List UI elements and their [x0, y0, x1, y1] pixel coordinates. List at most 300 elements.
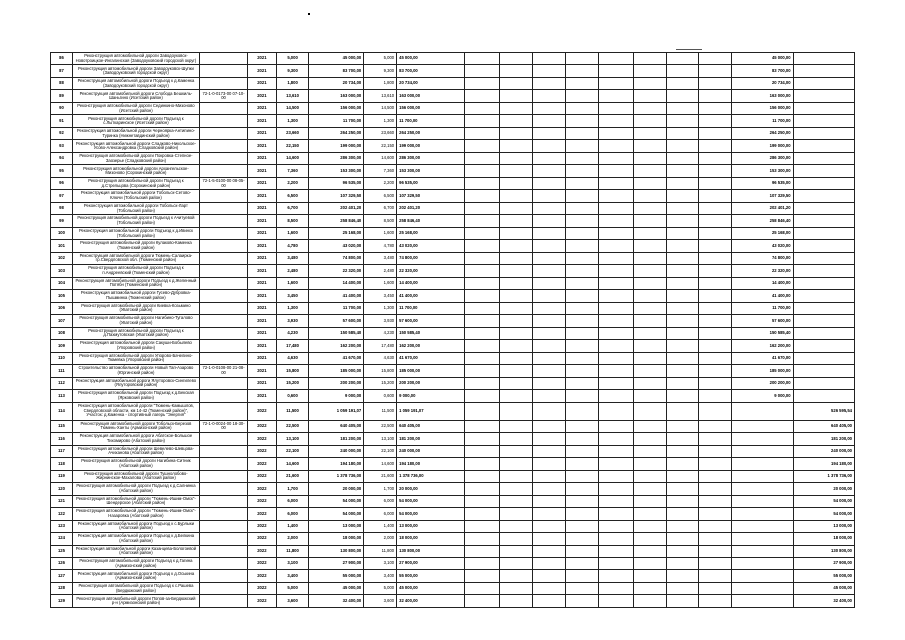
empty-cell — [565, 290, 598, 302]
empty-cell — [532, 433, 565, 445]
financing-2021-cell — [732, 470, 793, 482]
financing-2022-cell — [793, 190, 854, 202]
object-name: Реконструкция автомобильной дороги Подъезд к п.Андреевский (Тюменский район) — [72, 265, 199, 277]
empty-cell — [666, 495, 699, 507]
empty-cell — [598, 327, 633, 339]
year-cell: 2022 — [248, 570, 276, 582]
empty-cell — [565, 545, 598, 557]
empty-cell — [532, 277, 565, 289]
empty-cell — [500, 252, 533, 264]
empty-cell — [532, 327, 565, 339]
object-name: Реконструкция автомобильной дороги Тобольск-Сетово-Ключи (Тобольский район) — [72, 190, 199, 202]
year-cell: 2022 — [248, 483, 276, 495]
empty-cell — [565, 420, 598, 432]
cost-cell-2: 286 300,00 — [397, 152, 465, 164]
row-number: 106 — [51, 302, 73, 314]
road-code — [199, 152, 247, 164]
empty-cell — [699, 265, 732, 277]
cost-cell-2: 200 200,00 — [397, 377, 465, 389]
empty-cell — [598, 227, 633, 239]
road-code — [199, 545, 247, 557]
empty-cell — [500, 533, 533, 545]
empty-cell — [666, 53, 699, 65]
empty-cell — [598, 458, 633, 470]
empty-cell — [633, 140, 666, 152]
year-cell: 2022 — [248, 470, 276, 482]
length-cell-2: 3,480 — [364, 252, 397, 264]
row-number: 93 — [51, 140, 73, 152]
empty-cell — [500, 390, 533, 402]
year-cell: 2021 — [248, 53, 276, 65]
empty-cell — [465, 177, 500, 189]
cost-cell-2: 41 400,00 — [397, 290, 465, 302]
empty-cell — [633, 533, 666, 545]
object-name: Реконструкция автомобильной дороги Нагибино-Тугалово (Уватский район) — [72, 315, 199, 327]
financing-2021-cell: 45 000,00 — [732, 53, 793, 65]
empty-cell — [633, 190, 666, 202]
empty-cell — [666, 77, 699, 89]
financing-2022-cell: 181 200,00 — [793, 433, 854, 445]
empty-cell — [666, 445, 699, 457]
cost-cell: 32 400,00 — [309, 595, 364, 608]
road-code — [199, 327, 247, 339]
cost-cell-2: 22 320,00 — [397, 265, 465, 277]
empty-cell — [598, 315, 633, 327]
road-code — [199, 570, 247, 582]
year-cell: 2021 — [248, 202, 276, 214]
row-number: 98 — [51, 202, 73, 214]
cost-cell: 107 329,50 — [309, 190, 364, 202]
empty-cell — [598, 152, 633, 164]
empty-cell — [565, 165, 598, 177]
empty-cell — [699, 315, 732, 327]
length-cell-2: 15,800 — [364, 365, 397, 377]
empty-cell — [465, 533, 500, 545]
cost-cell-2: 202 401,20 — [397, 202, 465, 214]
row-number: 114 — [51, 402, 73, 420]
empty-cell — [500, 520, 533, 532]
empty-cell — [565, 90, 598, 102]
cost-cell: 9 000,00 — [309, 390, 364, 402]
empty-cell — [500, 508, 533, 520]
empty-cell — [565, 227, 598, 239]
financing-2021-cell: 14 400,00 — [732, 277, 793, 289]
financing-2022-cell — [793, 365, 854, 377]
empty-cell — [699, 458, 732, 470]
empty-cell — [666, 558, 699, 570]
cost-cell-2: 41 670,00 — [397, 352, 465, 364]
empty-cell — [500, 433, 533, 445]
cost-cell: 185 000,00 — [309, 365, 364, 377]
empty-cell — [565, 470, 598, 482]
table-row — [51, 152, 855, 164]
row-number: 107 — [51, 315, 73, 327]
empty-cell — [699, 582, 732, 594]
year-cell: 2022 — [248, 520, 276, 532]
length-cell: 3,400 — [276, 570, 309, 582]
road-code — [199, 115, 247, 127]
empty-cell — [666, 140, 699, 152]
empty-cell — [598, 77, 633, 89]
empty-cell — [699, 340, 732, 352]
financing-2022-cell — [793, 227, 854, 239]
empty-cell — [532, 215, 565, 227]
row-number: 97 — [51, 190, 73, 202]
object-name: Реконструкция автомобильной дороги Сладково-Никольское-Усово-Александровка (Сладковский район) — [72, 140, 199, 152]
empty-cell — [565, 327, 598, 339]
empty-cell — [532, 177, 565, 189]
empty-cell — [598, 65, 633, 77]
cost-cell: 27 900,00 — [309, 558, 364, 570]
empty-cell — [666, 402, 699, 420]
table-row — [51, 90, 855, 102]
row-number: 103 — [51, 265, 73, 277]
table-row — [51, 277, 855, 289]
table-row — [51, 402, 855, 420]
empty-cell — [565, 265, 598, 277]
financing-2022-cell — [793, 352, 854, 364]
empty-cell — [565, 533, 598, 545]
table-row — [51, 340, 855, 352]
financing-2021-cell: 156 000,00 — [732, 102, 793, 114]
object-name: Реконструкция автомобильной дороги Тобольск-Березов Тюмень-Ханты (Армизонский район) — [72, 420, 199, 432]
year-cell: 2021 — [248, 140, 276, 152]
empty-cell — [565, 570, 598, 582]
empty-cell — [565, 595, 598, 608]
table-row — [51, 202, 855, 214]
length-cell-2: 5,000 — [364, 582, 397, 594]
empty-cell — [598, 140, 633, 152]
empty-cell — [666, 102, 699, 114]
financing-2021-cell: 41 400,00 — [732, 290, 793, 302]
empty-cell — [633, 545, 666, 557]
road-code — [199, 77, 247, 89]
empty-cell — [699, 558, 732, 570]
cost-cell-2: 162 200,00 — [397, 340, 465, 352]
object-name: Реконструкция автомобильной дороги Подъезд к д.Желенный Потябн (Тюменский район) — [72, 277, 199, 289]
cost-cell: 13 000,00 — [309, 520, 364, 532]
empty-cell — [465, 595, 500, 608]
empty-cell — [465, 140, 500, 152]
row-number: 111 — [51, 365, 73, 377]
cost-cell: 96 535,00 — [309, 177, 364, 189]
financing-2022-cell: 18 000,00 — [793, 533, 854, 545]
length-cell-2: 13,610 — [364, 90, 397, 102]
length-cell-2: 6,700 — [364, 202, 397, 214]
cost-cell: 150 585,40 — [309, 327, 364, 339]
empty-cell — [633, 277, 666, 289]
cost-cell: 640 405,00 — [309, 420, 364, 432]
empty-cell — [598, 127, 633, 139]
empty-cell — [565, 53, 598, 65]
row-number: 126 — [51, 558, 73, 570]
financing-2022-cell — [793, 252, 854, 264]
empty-cell — [699, 102, 732, 114]
table-row — [51, 115, 855, 127]
empty-cell — [465, 520, 500, 532]
table-row — [51, 595, 855, 608]
empty-cell — [565, 558, 598, 570]
cost-cell-2: 130 800,00 — [397, 545, 465, 557]
empty-cell — [598, 340, 633, 352]
financing-2022-cell: 526 595,54 — [793, 402, 854, 420]
empty-cell — [500, 420, 533, 432]
empty-cell — [532, 445, 565, 457]
empty-cell — [598, 177, 633, 189]
financing-2022-cell: 20 000,00 — [793, 483, 854, 495]
empty-cell — [598, 190, 633, 202]
empty-cell — [598, 483, 633, 495]
empty-cell — [532, 558, 565, 570]
cost-cell: 54 000,00 — [309, 495, 364, 507]
cost-cell-2: 640 405,00 — [397, 420, 465, 432]
road-code — [199, 190, 247, 202]
cost-cell: 194 180,00 — [309, 458, 364, 470]
road-code — [199, 165, 247, 177]
empty-cell — [699, 433, 732, 445]
empty-cell — [633, 302, 666, 314]
empty-cell — [666, 215, 699, 227]
year-cell: 2021 — [248, 390, 276, 402]
cost-cell: 20 734,00 — [309, 77, 364, 89]
empty-cell — [565, 352, 598, 364]
empty-cell — [500, 365, 533, 377]
empty-cell — [699, 470, 732, 482]
cost-cell-2: 45 000,00 — [397, 53, 465, 65]
empty-cell — [500, 315, 533, 327]
length-cell: 4,630 — [276, 352, 309, 364]
empty-cell — [532, 595, 565, 608]
empty-cell — [633, 433, 666, 445]
row-number: 102 — [51, 252, 73, 264]
empty-cell — [532, 227, 565, 239]
length-cell: 22,100 — [276, 445, 309, 457]
empty-cell — [699, 545, 732, 557]
empty-cell — [465, 445, 500, 457]
object-name: Реконструкция автомобильной дороги Подъезд к с.Бурлыки (Абатский район) — [72, 520, 199, 532]
empty-cell — [465, 327, 500, 339]
road-code — [199, 352, 247, 364]
empty-cell — [633, 102, 666, 114]
empty-cell — [532, 470, 565, 482]
empty-cell — [633, 152, 666, 164]
empty-cell — [666, 582, 699, 594]
road-code — [199, 215, 247, 227]
empty-cell — [465, 240, 500, 252]
road-code — [199, 340, 247, 352]
empty-cell — [565, 240, 598, 252]
length-cell-2: 9,300 — [364, 65, 397, 77]
length-cell: 3,930 — [276, 315, 309, 327]
cost-cell-2: 150 585,40 — [397, 327, 465, 339]
row-number: 117 — [51, 445, 73, 457]
empty-cell — [532, 90, 565, 102]
empty-cell — [699, 377, 732, 389]
financing-2022-cell: 194 180,00 — [793, 458, 854, 470]
empty-cell — [465, 402, 500, 420]
object-name: Реконструкция автомобильной дороги Подъезд к д.Каменка (Заводоуковский городской округ) — [72, 77, 199, 89]
length-cell: 6,700 — [276, 202, 309, 214]
length-cell: 6,000 — [276, 495, 309, 507]
road-code — [199, 252, 247, 264]
empty-cell — [500, 215, 533, 227]
empty-cell — [532, 402, 565, 420]
cost-cell-2: 163 000,00 — [397, 90, 465, 102]
cost-cell-2: 20 000,00 — [397, 483, 465, 495]
empty-cell — [465, 377, 500, 389]
road-code — [199, 265, 247, 277]
cost-cell-2: 32 400,00 — [397, 595, 465, 608]
empty-cell — [699, 177, 732, 189]
table-row — [51, 433, 855, 445]
length-cell: 1,700 — [276, 483, 309, 495]
length-cell-2: 3,450 — [364, 290, 397, 302]
cost-cell-2: 14 400,00 — [397, 277, 465, 289]
table-row — [51, 265, 855, 277]
empty-cell — [598, 533, 633, 545]
length-cell-2: 2,000 — [364, 533, 397, 545]
empty-cell — [465, 53, 500, 65]
empty-cell — [699, 140, 732, 152]
year-cell: 2022 — [248, 582, 276, 594]
object-name: Реконструкция автомобильной дороги Покровка-Степное-Заозерье (Сладковский район) — [72, 152, 199, 164]
empty-cell — [598, 545, 633, 557]
length-cell-2: 1,300 — [364, 302, 397, 314]
empty-cell — [565, 277, 598, 289]
empty-cell — [598, 390, 633, 402]
empty-cell — [500, 470, 533, 482]
empty-cell — [598, 420, 633, 432]
row-number: 127 — [51, 570, 73, 582]
financing-2022-cell: 54 000,00 — [793, 508, 854, 520]
cost-cell: 54 000,00 — [309, 508, 364, 520]
length-cell-2: 3,100 — [364, 558, 397, 570]
empty-cell — [598, 445, 633, 457]
financing-2021-cell — [732, 558, 793, 570]
length-cell: 15,200 — [276, 377, 309, 389]
financing-2022-cell — [793, 140, 854, 152]
empty-cell — [666, 152, 699, 164]
road-code — [199, 533, 247, 545]
cost-cell: 162 200,00 — [309, 340, 364, 352]
empty-cell — [633, 290, 666, 302]
empty-cell — [500, 190, 533, 202]
empty-cell — [532, 340, 565, 352]
empty-cell — [532, 165, 565, 177]
empty-cell — [598, 277, 633, 289]
financing-2021-cell — [732, 458, 793, 470]
row-number: 95 — [51, 165, 73, 177]
length-cell: 4,780 — [276, 240, 309, 252]
row-number: 104 — [51, 277, 73, 289]
length-cell-2: 1,600 — [364, 277, 397, 289]
object-name: Реконструкция автомобильной дороги Тобольск-Ларт (Тобольский район) — [72, 202, 199, 214]
financing-2022-cell — [793, 127, 854, 139]
empty-cell — [532, 483, 565, 495]
empty-cell — [532, 390, 565, 402]
empty-cell — [598, 377, 633, 389]
table-row — [51, 102, 855, 114]
cost-cell: 11 700,00 — [309, 115, 364, 127]
cost-cell-2: 199 000,00 — [397, 140, 465, 152]
object-name: Реконструкция автомобильной дороги Абатское-Большое Тихомирово (Абатский район) — [72, 433, 199, 445]
length-cell: 1,300 — [276, 302, 309, 314]
cost-cell: 156 000,00 — [309, 102, 364, 114]
year-cell: 2022 — [248, 595, 276, 608]
cost-cell-2: 54 000,00 — [397, 495, 465, 507]
empty-cell — [598, 165, 633, 177]
row-number: 89 — [51, 90, 73, 102]
row-number: 122 — [51, 508, 73, 520]
empty-cell — [500, 140, 533, 152]
financing-2022-cell — [793, 65, 854, 77]
road-code — [199, 202, 247, 214]
financing-2022-cell — [793, 90, 854, 102]
empty-cell — [565, 483, 598, 495]
cost-cell: 83 700,00 — [309, 65, 364, 77]
empty-cell — [666, 545, 699, 557]
empty-cell — [666, 570, 699, 582]
year-cell: 2021 — [248, 77, 276, 89]
empty-cell — [666, 165, 699, 177]
empty-cell — [633, 202, 666, 214]
cost-cell: 199 000,00 — [309, 140, 364, 152]
row-number: 108 — [51, 327, 73, 339]
empty-cell — [500, 570, 533, 582]
empty-cell — [598, 595, 633, 608]
length-cell: 21,600 — [276, 470, 309, 482]
empty-cell — [699, 215, 732, 227]
table-row — [51, 352, 855, 364]
empty-cell — [500, 127, 533, 139]
empty-cell — [565, 402, 598, 420]
cost-cell: 264 250,00 — [309, 127, 364, 139]
length-cell: 4,230 — [276, 327, 309, 339]
empty-cell — [465, 65, 500, 77]
empty-cell — [666, 190, 699, 202]
length-cell-2: 3,400 — [364, 570, 397, 582]
financing-2021-cell — [732, 533, 793, 545]
year-cell: 2021 — [248, 227, 276, 239]
empty-cell — [565, 390, 598, 402]
length-cell-2: 3,600 — [364, 595, 397, 608]
empty-cell — [633, 483, 666, 495]
row-number: 109 — [51, 340, 73, 352]
empty-cell — [532, 252, 565, 264]
length-cell: 8,500 — [276, 215, 309, 227]
empty-cell — [465, 458, 500, 470]
table-row — [51, 495, 855, 507]
empty-cell — [598, 53, 633, 65]
length-cell: 3,480 — [276, 252, 309, 264]
empty-cell — [633, 90, 666, 102]
road-code — [199, 495, 247, 507]
length-cell-2: 11,500 — [364, 402, 397, 420]
empty-cell — [699, 595, 732, 608]
empty-cell — [500, 227, 533, 239]
empty-cell — [465, 265, 500, 277]
table-row — [51, 445, 855, 457]
empty-cell — [699, 445, 732, 457]
table-row — [51, 252, 855, 264]
object-name: Реконструкция автомобильной дороги Сакуши-Бобылево (Упоровский район) — [72, 340, 199, 352]
financing-2022-cell — [793, 265, 854, 277]
empty-cell — [465, 227, 500, 239]
empty-cell — [633, 165, 666, 177]
empty-cell — [598, 570, 633, 582]
empty-cell — [565, 340, 598, 352]
year-cell: 2021 — [248, 365, 276, 377]
